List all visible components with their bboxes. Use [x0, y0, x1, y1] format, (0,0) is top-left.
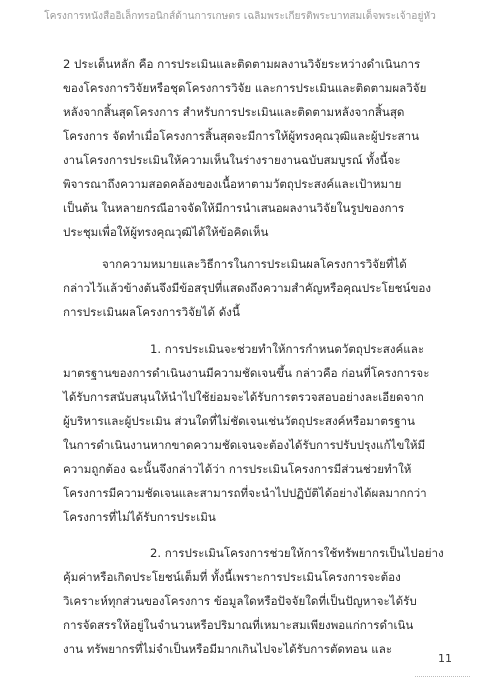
page-number: 11 [438, 652, 452, 665]
text-line: เป็นต้น ในหลายกรณีอาจจัดให้มีการนำเสนอผลงานวิจัยในรูปของการ [63, 201, 405, 215]
text-line: ความถูกต้อง ฉะนั้นจึงกล่าวได้ว่า การประเมินโครงการมีส่วนช่วยทำให้ [63, 462, 412, 476]
text-line: ในการดำเนินงานหากขาดความชัดเจนจะต้องได้รับการปรับปรุงแก้ไขให้มี [63, 438, 426, 452]
text-line: การประเมินผลโครงการวิจัยได้ ดังนี้ [63, 305, 240, 319]
text-line: งาน ทรัพยากรที่ไม่จำเป็นหรือมีมากเกินไปจะได้รับการตัดทอน และ [63, 642, 393, 656]
text-line: หลังจากสิ้นสุดโครงการ สำหรับการประเมินและติดตามหลังจากสิ้นสุด [63, 105, 405, 119]
text-line: 2. การประเมินโครงการช่วยให้การใช้ทรัพยากรเป็นไปอย่าง [150, 546, 444, 560]
text-line: โครงการมีความชัดเจนและสามารถที่จะนำไปปฏิบัติได้อย่างได้ผลมากกว่า [63, 486, 427, 500]
text-line: พิจารณาถึงความสอดคล้องของเนื้อหาตามวัตถุประสงค์และเป้าหมาย [63, 177, 402, 191]
text-line: โครงการ จัดทำเมื่อโครงการสิ้นสุดจะมีการให้ผู้ทรงคุณวุฒิและผู้ประสาน [63, 129, 420, 143]
text-line: ผู้บริหารและผู้ประเมิน ส่วนใดที่ไม่ชัดเจนเช่นวัตถุประสงค์หรือมาตรฐาน [63, 414, 415, 428]
text-line: ประชุมเพื่อให้ผู้ทรงคุณวุฒิได้ให้ข้อคิดเห็น [63, 225, 269, 239]
text-line: จากความหมายและวิธีการในการประเมินผลโครงการวิจัยที่ได้ [102, 257, 407, 271]
text-line: คุ้มค่าหรือเกิดประโยชน์เต็มที่ ทั้งนี้เพราะการประเมินโครงการจะต้อง [63, 570, 401, 584]
text-line: โครงการที่ไม่ได้รับการประเมิน [63, 510, 216, 524]
text-line: งานโครงการประเมินให้ความเห็นในร่างรายงานฉบับสมบูรณ์ ทั้งนี้จะ [63, 153, 401, 167]
running-header: โครงการหนังสืออิเล็กทรอนิกส์ด้านการเกษตร เฉลิมพระเกียรติพระบาทสมเด็จพระเจ้าอยู่หัว [44, 10, 436, 22]
text-line: วิเคราะห์ทุกส่วนของโครงการ ข้อมูลใดหรือปัจจัยใดที่เป็นปัญหาจะได้รับ [63, 594, 417, 608]
text-line: มาตรฐานของการดำเนินงานมีความชัดเจนขึ้น กล่าวคือ ก่อนที่โครงการจะ [63, 366, 430, 380]
text-line: ได้รับการสนับสนุนให้นำไปใช้ย่อมจะได้รับการตรวจสอบอย่างละเอียดจาก [63, 390, 424, 404]
text-line: กล่าวไว้แล้วข้างต้นจึงมีข้อสรุปที่แสดงถึงความสำคัญหรือคุณประโยชน์ของ [63, 281, 431, 295]
text-line: ของโครงการวิจัยหรือชุดโครงการวิจัย และการประเมินและติดตามผลวิจัย [63, 81, 427, 95]
footer-dotted-rule [415, 676, 470, 677]
text-line: การจัดสรรให้อยู่ในจำนวนหรือปริมาณที่เหมาะสมเพียงพอแก่การดำเนิน [63, 618, 414, 632]
text-line: 2 ประเด็นหลัก คือ การประเมินและติดตามผลงานวิจัยระหว่างดำเนินการ [63, 57, 421, 71]
text-line: 1. การประเมินจะช่วยทำให้การกำหนดวัตถุประสงค์และ [150, 342, 425, 356]
